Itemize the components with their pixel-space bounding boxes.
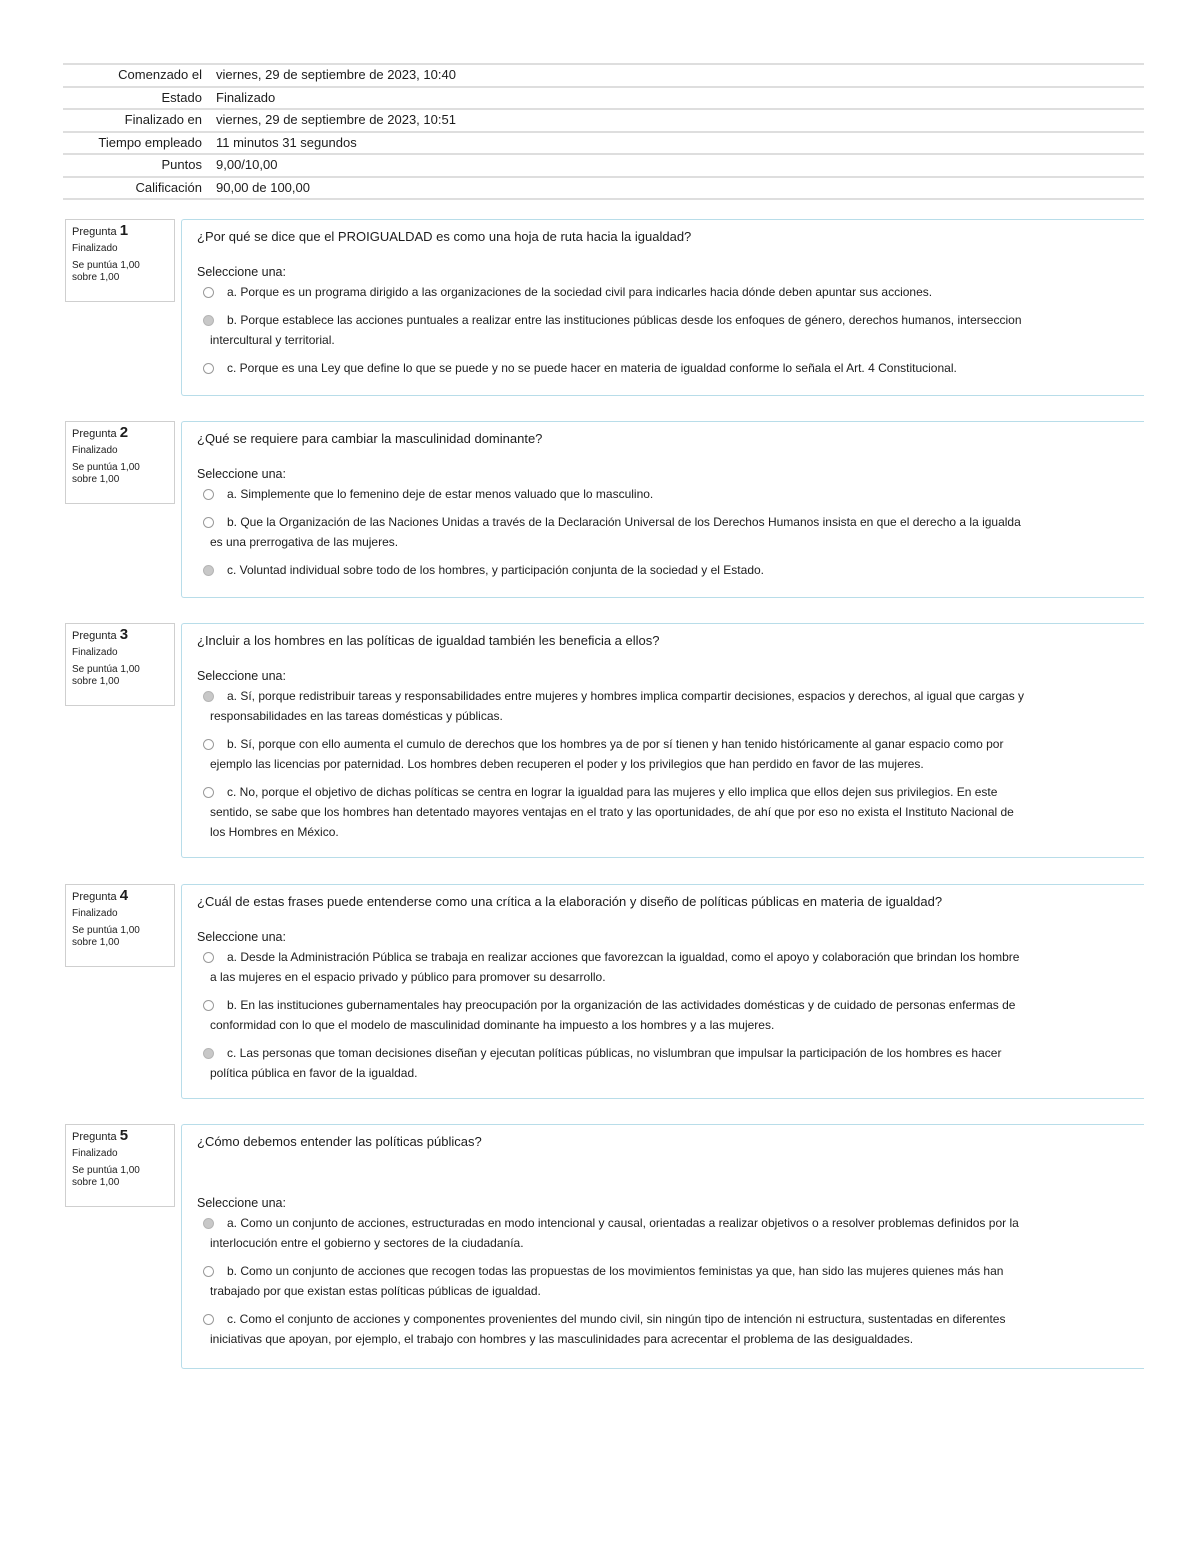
question-number [72, 1127, 168, 1144]
answer-option-text [227, 358, 1144, 378]
mark-line-1: Se puntúa 1,00 [72, 925, 140, 936]
answer-option[interactable] [197, 1261, 1144, 1301]
answer-prompt: Seleccione una: [197, 467, 286, 481]
grade-value: 90,00 de 100,00 [216, 179, 310, 195]
answer-option-text [227, 560, 1144, 580]
answer-line: iniciativas que apoyan, por ejemplo, el trabajo con hombres y las masculinidades para acrecentar el problema de las desigualdades. [210, 1332, 914, 1346]
question-content [181, 884, 1144, 1099]
answer-line: a las mujeres en el espacio privado y público para promover su desarrollo. [210, 970, 606, 984]
question-word: Pregunta [72, 226, 117, 238]
finished-value: viernes, 29 de septiembre de 2023, 10:51 [216, 112, 456, 128]
question-word: Pregunta [72, 891, 117, 903]
question-number [72, 222, 168, 239]
started-label: Comenzado el [118, 67, 202, 83]
answer-line: b. Como un conjunto de acciones que recogen todas las propuestas de los movimientos feministas ya que, han sido las mujeres quienes más han [227, 1264, 1004, 1278]
question-info [65, 421, 175, 504]
question-word: Pregunta [72, 1131, 117, 1143]
question-number-value: 2 [119, 424, 129, 441]
question-content [181, 421, 1144, 598]
answer-option[interactable] [197, 1213, 1144, 1253]
question-text: ¿Qué se requiere para cambiar la masculinidad dominante? [197, 431, 543, 446]
question-text: ¿Incluir a los hombres en las políticas de igualdad también les beneficia a ellos? [197, 633, 660, 648]
question-state: Finalizado [72, 243, 118, 254]
answer-line: a. Simplemente que lo femenino deje de estar menos valuado que lo masculino. [227, 487, 654, 501]
mark-line-2: sobre 1,00 [72, 272, 120, 283]
points-value: 9,00/10,00 [216, 157, 278, 173]
question-number-value: 3 [119, 626, 129, 643]
answer-option[interactable] [197, 947, 1144, 987]
answer-prompt: Seleccione una: [197, 930, 286, 944]
question-content [181, 219, 1144, 396]
question-mark [72, 664, 168, 688]
answer-line: a. Como un conjunto de acciones, estructuradas en modo intencional y causal, orientadas a realizar objetivos o a resolver problemas definidos por la [227, 1216, 1019, 1230]
question-number [72, 887, 168, 904]
answer-option-text [210, 310, 1144, 350]
answer-line: b. Que la Organización de las Naciones Unidas a través de la Declaración Universal de los Derechos Humanos insista en que el derecho a la igualda [227, 515, 1021, 529]
answer-line: c. No, porque el objetivo de dichas políticas se centra en lograr la igualdad para las mujeres y ello implica que ellos dejen sus privilegios. En este [227, 785, 998, 799]
answer-option[interactable] [197, 512, 1144, 552]
finished-label: Finalizado en [124, 112, 202, 128]
answer-line: b. Sí, porque con ello aumenta el cumulo de derechos que los hombres ya de por sí tienen y han tenido históricamente al ganar espacio como por [227, 737, 1004, 751]
answer-option-text [210, 734, 1144, 774]
state-value: Finalizado [216, 89, 276, 105]
question-info [65, 219, 175, 302]
state-label: Estado [161, 89, 202, 105]
mark-line-2: sobre 1,00 [72, 676, 120, 687]
points-label: Puntos [161, 157, 202, 173]
question-state: Finalizado [72, 647, 118, 658]
answer-option[interactable] [197, 484, 1144, 504]
answer-option-text [227, 282, 1144, 302]
answer-option-text [210, 1213, 1144, 1253]
mark-line-1: Se puntúa 1,00 [72, 260, 140, 271]
answer-line: a. Porque es un programa dirigido a las organizaciones de la sociedad civil para indicarles hacia dónde deben apuntar sus acciones. [227, 285, 933, 299]
answer-option-text [210, 686, 1144, 726]
mark-line-1: Se puntúa 1,00 [72, 664, 140, 675]
summary-row-finished [63, 108, 1144, 131]
question-word: Pregunta [72, 630, 117, 642]
mark-line-2: sobre 1,00 [72, 937, 120, 948]
question-state: Finalizado [72, 1148, 118, 1159]
answer-option-text [210, 512, 1144, 552]
time-value: 11 minutos 31 segundos [216, 134, 357, 150]
answer-option[interactable] [197, 686, 1144, 726]
question-info [65, 623, 175, 706]
summary-row-time [63, 131, 1144, 154]
answer-line: c. Como el conjunto de acciones y componentes provenientes del mundo civil, sin ningún tipo de intención ni estructura, sustentadas en diferentes [227, 1312, 1006, 1326]
answer-line: a. Sí, porque redistribuir tareas y responsabilidades entre mujeres y hombres implica compartir decisiones, espacios y derechos, al igual que cargas y [227, 689, 1025, 703]
question-text: ¿Por qué se dice que el PROIGUALDAD es como una hoja de ruta hacia la igualdad? [197, 229, 692, 244]
question-mark [72, 1165, 168, 1189]
mark-line-2: sobre 1,00 [72, 1177, 120, 1188]
summary-row-started [63, 63, 1144, 86]
answer-line: c. Las personas que toman decisiones diseñan y ejecutan políticas públicas, no vislumbran que impulsar la participación de los hombres es hacer [227, 1046, 1002, 1060]
question-content [181, 1124, 1144, 1369]
summary-row-points [63, 153, 1144, 176]
question-number-value: 1 [119, 222, 129, 239]
question-number-value: 4 [119, 887, 129, 904]
question-state: Finalizado [72, 908, 118, 919]
answer-line: ejemplo las licencias por paternidad. Los hombres deben recuperen el poder y los privilegios que han perdido en favor de las mujeres. [210, 757, 924, 771]
answer-line: los Hombres en México. [210, 825, 339, 839]
answer-line: política pública en favor de la igualdad. [210, 1066, 418, 1080]
question-number [72, 626, 168, 643]
time-label: Tiempo empleado [98, 134, 202, 150]
question-content [181, 623, 1144, 858]
answer-option[interactable] [197, 1043, 1144, 1083]
answer-option-text [210, 1309, 1144, 1349]
answer-line: interlocución entre el gobierno y sectores de la ciudadanía. [210, 1236, 524, 1250]
answer-line: b. En las instituciones gubernamentales hay preocupación por la organización de las actividades domésticas y de cuidado de personas enfermas de [227, 998, 1016, 1012]
answer-option[interactable] [197, 1309, 1144, 1349]
question-mark [72, 260, 168, 284]
answer-line: conformidad con lo que el modelo de masculinidad dominante ha impuesto a los hombres y a las mujeres. [210, 1018, 775, 1032]
question-text: ¿Cómo debemos entender las políticas públicas? [197, 1134, 482, 1149]
answer-line: intercultural y territorial. [210, 333, 335, 347]
answer-option-text [210, 1261, 1144, 1301]
answer-option[interactable] [197, 282, 1144, 302]
question-word: Pregunta [72, 428, 117, 440]
mark-line-1: Se puntúa 1,00 [72, 1165, 140, 1176]
answer-option[interactable] [197, 734, 1144, 774]
started-value: viernes, 29 de septiembre de 2023, 10:40 [216, 67, 456, 83]
answer-option[interactable] [197, 358, 1144, 378]
answer-line: c. Porque es una Ley que define lo que se puede y no se puede hacer en materia de igualdad conforme lo señala el Art. 4 Constitucional. [227, 361, 957, 375]
answer-option-text [210, 995, 1144, 1035]
summary-row-grade [63, 176, 1144, 201]
answer-line: trabajado por que existan estas políticas públicas de igualdad. [210, 1284, 541, 1298]
answer-option[interactable] [197, 310, 1144, 350]
question-mark [72, 925, 168, 949]
question-info [65, 1124, 175, 1207]
grade-label: Calificación [135, 179, 202, 195]
answer-prompt: Seleccione una: [197, 669, 286, 683]
answer-prompt: Seleccione una: [197, 265, 286, 279]
question-text: ¿Cuál de estas frases puede entenderse como una crítica a la elaboración y diseño de políticas públicas en materia de igualdad? [197, 894, 943, 909]
answer-line: b. Porque establece las acciones puntuales a realizar entre las instituciones públicas desde los enfoques de género, derechos humanos, interseccion [227, 313, 1022, 327]
answer-line: a. Desde la Administración Pública se trabaja en realizar acciones que favorezcan la igualdad, como el apoyo y colaboración que brindan los hombre [227, 950, 1020, 964]
answer-option-text [210, 947, 1144, 987]
summary-row-state [63, 86, 1144, 109]
answer-option-text [210, 1043, 1144, 1083]
answer-option[interactable] [197, 782, 1144, 842]
question-info [65, 884, 175, 967]
answer-option[interactable] [197, 995, 1144, 1035]
answer-line: responsabilidades en las tareas domésticas y públicas. [210, 709, 503, 723]
answer-prompt: Seleccione una: [197, 1196, 286, 1210]
question-number [72, 424, 168, 441]
question-state: Finalizado [72, 445, 118, 456]
answer-line: es una prerrogativa de las mujeres. [210, 535, 399, 549]
question-mark [72, 462, 168, 486]
answer-line: sentido, se sabe que los hombres han detentado mayores ventajas en el trato y las oportunidades, de ahí que por eso no exista el Instituto Nacional de [210, 805, 1014, 819]
answer-option-text [227, 484, 1144, 504]
answer-option[interactable] [197, 560, 1144, 580]
mark-line-1: Se puntúa 1,00 [72, 462, 140, 473]
question-number-value: 5 [119, 1127, 129, 1144]
mark-line-2: sobre 1,00 [72, 474, 120, 485]
answer-option-text [210, 782, 1144, 842]
attempt-summary-table [63, 63, 1144, 200]
answer-line: c. Voluntad individual sobre todo de los hombres, y participación conjunta de la sociedad y el Estado. [227, 563, 764, 577]
